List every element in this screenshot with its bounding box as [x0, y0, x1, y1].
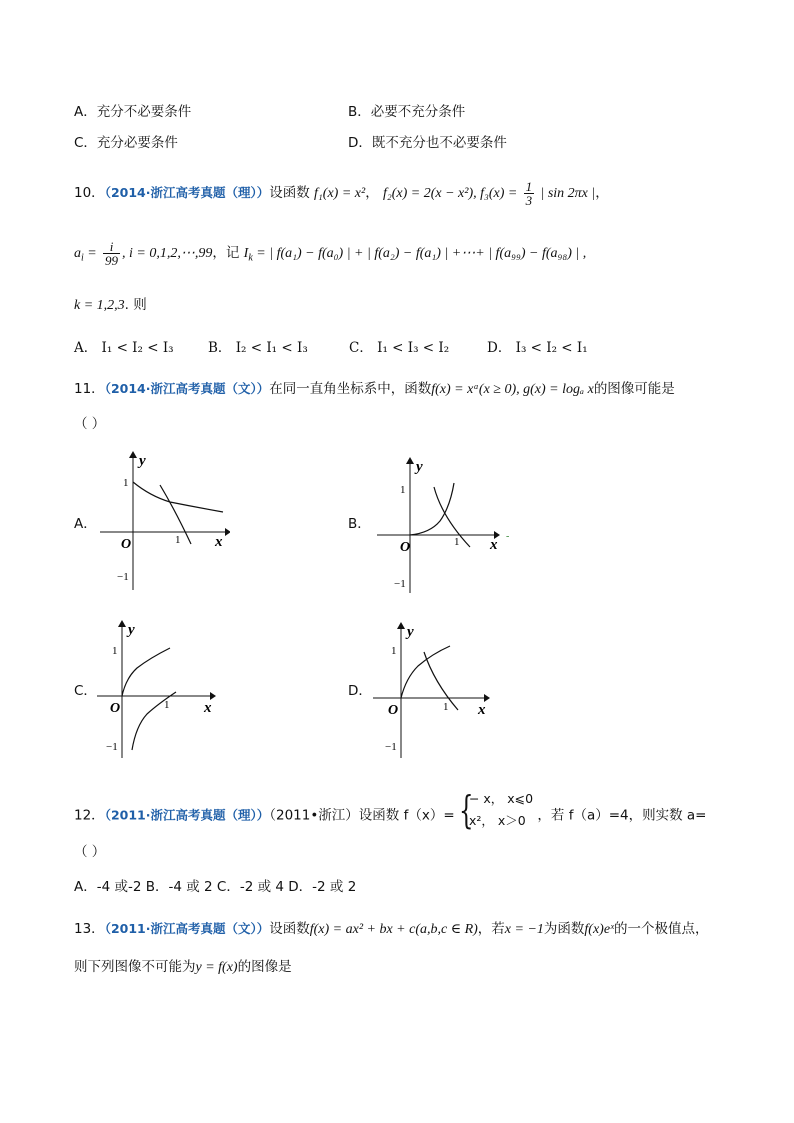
graph-c-label: C． [74, 683, 97, 699]
graph-d-label: D． [348, 683, 372, 699]
y-axis-arrow-icon [406, 457, 414, 464]
question-number: 10． [74, 185, 105, 201]
q10-stem-line3: k = 1,2,3. 则 [74, 297, 147, 313]
q9-option-a: A．充分不必要条件 [74, 104, 192, 120]
y-axis-arrow-icon [397, 622, 405, 629]
y-tick-neg-1: −1 [385, 741, 397, 753]
x-tick-1: 1 [443, 701, 449, 713]
y-axis-label: y [128, 622, 135, 638]
origin-label: O [110, 701, 121, 716]
q12-stem: 12．（2011·浙江高考真题（理））（2011•浙江）设函数 f（x）= { − x， x⩽0 x²， x＞0 ，若 f（a）=4，则实数 a= [74, 788, 707, 832]
q9-option-b: B．必要不充分条件 [348, 104, 466, 120]
x-axis-label: x [204, 700, 212, 716]
graph-b [372, 455, 512, 600]
q10-stem-line1: 10．（2014·浙江高考真题（理））设函数 f₁(x) = x²， f₂(x) = 2(x − x²), f₃(x) = $\frac{1}{3}$ | sin 2πx |， [74, 179, 609, 208]
y-tick-1: 1 [123, 477, 129, 489]
curve-log [424, 652, 458, 710]
q10-option-a: A． I₁ < I₂ < I₃ [74, 340, 174, 356]
curve-log [434, 487, 470, 547]
graph-a [95, 450, 230, 595]
q9-option-c: C．充分必要条件 [74, 135, 178, 151]
q9-option-d: D．既不充分也不必要条件 [348, 135, 507, 151]
graph-c [92, 618, 227, 763]
y-tick-neg-1: −1 [106, 741, 118, 753]
q10-option-b: B． I₂ < I₁ < I₃ [208, 340, 308, 356]
x-tick-1: 1 [454, 536, 460, 548]
fraction-i-over-99: $\frac{i}{99}$ [105, 239, 119, 268]
brace-icon: { [458, 788, 474, 832]
q10-option-c: C． I₁ < I₃ < I₂ [349, 340, 450, 356]
q13-stem-line1: 13．（2011·浙江高考真题（文））设函数f(x) = ax² + bx + c(a,b,c ∈ R)，若x = −1为函数f(x)eˣ的一个极值点， [74, 921, 709, 937]
y-axis-label: y [407, 624, 414, 640]
y-axis-label: y [416, 459, 423, 475]
origin-label: O [121, 537, 132, 552]
q10-option-d: D． I₃ < I₂ < I₁ [487, 340, 588, 356]
x-axis-arrow-icon [210, 692, 216, 700]
q11-answer-paren: （ ） [74, 416, 106, 432]
question-source: （2014·浙江高考真题（理）） [104, 185, 270, 200]
x-axis-arrow-icon [484, 694, 490, 702]
x-tick-1: 1 [164, 699, 170, 711]
x-axis-label: x [215, 534, 223, 550]
x-axis-arrow-icon [225, 528, 230, 536]
graph-a-label: A． [74, 516, 97, 532]
y-tick-1: 1 [400, 484, 406, 496]
stray-mark: - [506, 531, 510, 542]
origin-label: O [388, 703, 399, 718]
curve-power [410, 483, 454, 535]
y-axis-label: y [139, 453, 146, 469]
graph-d [368, 620, 503, 765]
q12-answer-paren: （ ） [74, 844, 106, 860]
y-tick-1: 1 [112, 645, 118, 657]
curve-power [133, 482, 223, 512]
piecewise-function: { − x， x⩽0 x²， x＞0 [458, 788, 534, 832]
y-tick-neg-1: −1 [117, 571, 129, 583]
y-tick-neg-1: −1 [394, 578, 406, 590]
x-tick-1: 1 [175, 534, 181, 546]
x-axis-label: x [478, 702, 486, 718]
q10-stem-line2: $a_i$ = $\frac{i}{99}$ , i = 0,1,2,⋯,99，记 $I_k$ = | f(a₁) − f(a₀) | + | f(a₂) − f(a₁) | +⋯+ | f(a₉₉) − f(a₉₈) | , [74, 239, 587, 268]
curve-power [122, 648, 170, 696]
y-axis-arrow-icon [129, 451, 137, 458]
origin-label: O [400, 540, 411, 555]
q13-stem-line2: 则下列图像不可能为y = f(x)的图像是 [74, 959, 292, 975]
fraction-one-third: $\frac{1}{3}$ [525, 179, 533, 208]
q11-stem: 11．（2014·浙江高考真题（文））在同一直角坐标系中，函数f(x) = xᵃ(x ≥ 0), g(x) = logₐ x的图像可能是 [74, 381, 675, 397]
q12-options: A．-4 或-2 B．-4 或 2 C．-2 或 4 D．-2 或 2 [74, 879, 357, 895]
y-tick-1: 1 [391, 645, 397, 657]
graph-b-label: B． [348, 516, 371, 532]
x-axis-label: x [490, 537, 498, 553]
y-axis-arrow-icon [118, 620, 126, 627]
